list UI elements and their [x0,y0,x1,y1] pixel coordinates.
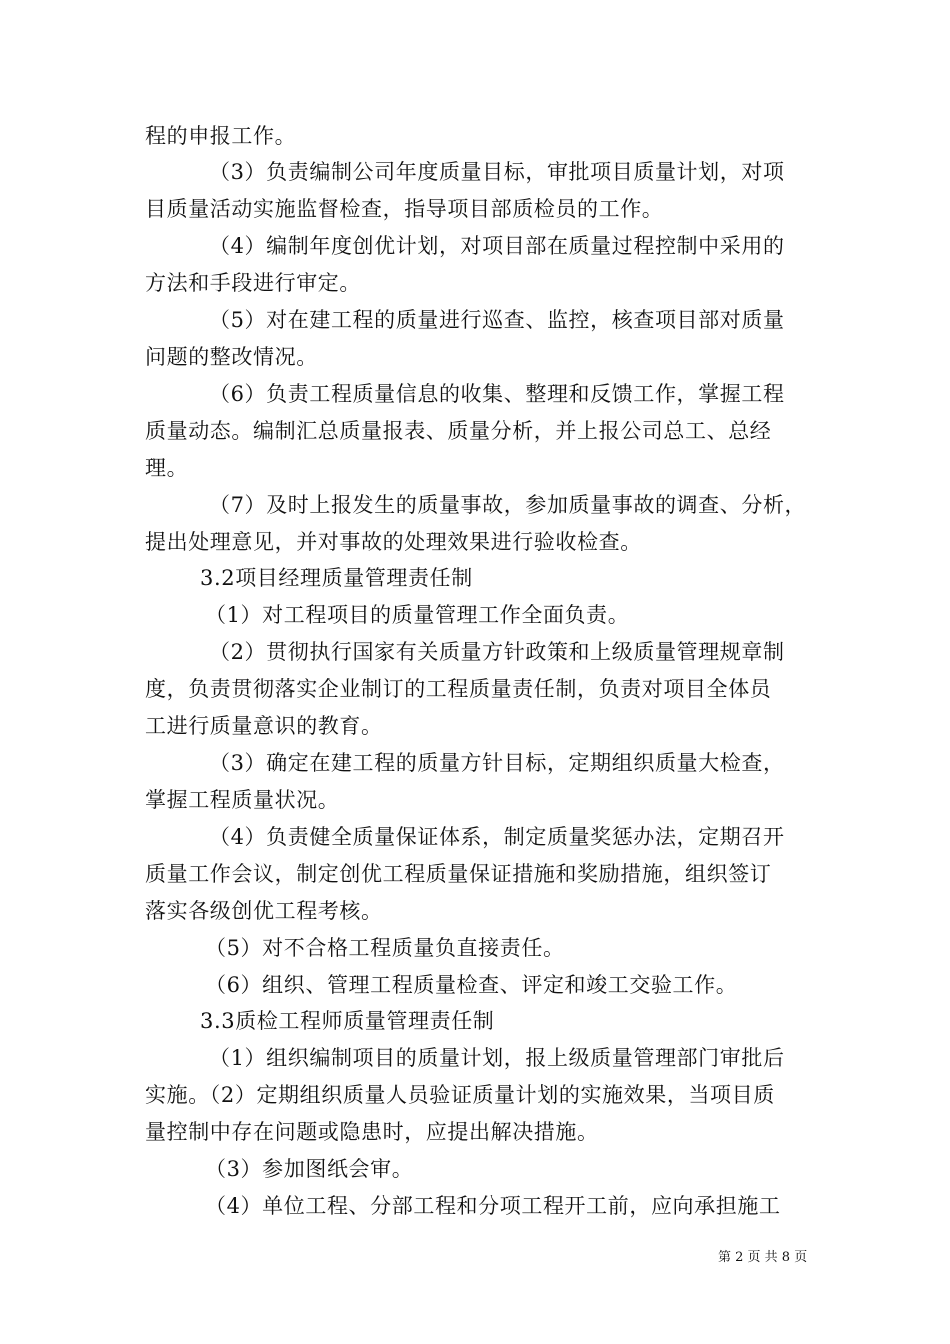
text-line: （3）负责编制公司年度质量目标，审批项目质量计划，对项 [209,160,785,184]
section-heading: 3.2项目经理质量管理责任制 [200,566,473,590]
text-line: （2）贯彻执行国家有关质量方针政策和上级质量管理规章制 [209,640,785,664]
text-line: 理。 [145,456,189,480]
text-line: （7）及时上报发生的质量事故，参加质量事故的调查、分析， [209,493,807,517]
text-line: （3）确定在建工程的质量方针目标，定期组织质量大检查， [209,751,785,775]
text-line: 提出处理意见，并对事故的处理效果进行验收检查。 [145,530,642,554]
text-line: （5）对在建工程的质量进行巡查、监控，核查项目部对质量 [209,308,785,332]
text-line: 工进行质量意识的教育。 [145,714,383,738]
text-line: 量控制中存在问题或隐患时，应提出解决措施。 [145,1120,599,1144]
text-line: 质量工作会议，制定创优工程质量保证措施和奖励措施，组织签订 [145,862,772,886]
text-line: 程的申报工作。 [145,124,297,148]
text-line: （6）负责工程质量信息的收集、整理和反馈工作，掌握工程 [209,382,785,406]
text-line: 目质量活动实施监督检查，指导项目部质检员的工作。 [145,197,664,221]
text-line: 落实各级创优工程考核。 [145,899,383,923]
text-line: 掌握工程质量状况。 [145,788,340,812]
text-line: （4）负责健全质量保证体系，制定质量奖惩办法，定期召开 [209,825,785,849]
text-line: （4）编制年度创优计划，对项目部在质量过程控制中采用的 [209,234,785,258]
text-line: 实施。（2）定期组织质量人员验证质量计划的实施效果，当项目质 [145,1083,775,1107]
text-line: （1）组织编制项目的质量计划，报上级质量管理部门审批后 [209,1046,785,1070]
text-line: （5）对不合格工程质量负直接责任。 [205,936,565,960]
text-line: 问题的整改情况。 [145,345,318,369]
text-line: 质量动态。编制汇总质量报表、质量分析，并上报公司总工、总经 [145,419,772,443]
text-line: 方法和手段进行审定。 [145,271,361,295]
text-line: 度，负责贯彻落实企业制订的工程质量责任制，负责对项目全体员 [145,677,772,701]
page-number: 第 2 页 共 8 页 [718,1250,808,1265]
text-line: （4）单位工程、分部工程和分项工程开工前，应向承担施工 [205,1194,781,1218]
text-line: （1）对工程项目的质量管理工作全面负责。 [205,603,630,627]
section-heading: 3.3质检工程师质量管理责任制 [200,1009,495,1033]
text-line: （3）参加图纸会审。 [205,1157,414,1181]
text-line: （6）组织、管理工程质量检查、评定和竣工交验工作。 [205,973,738,997]
